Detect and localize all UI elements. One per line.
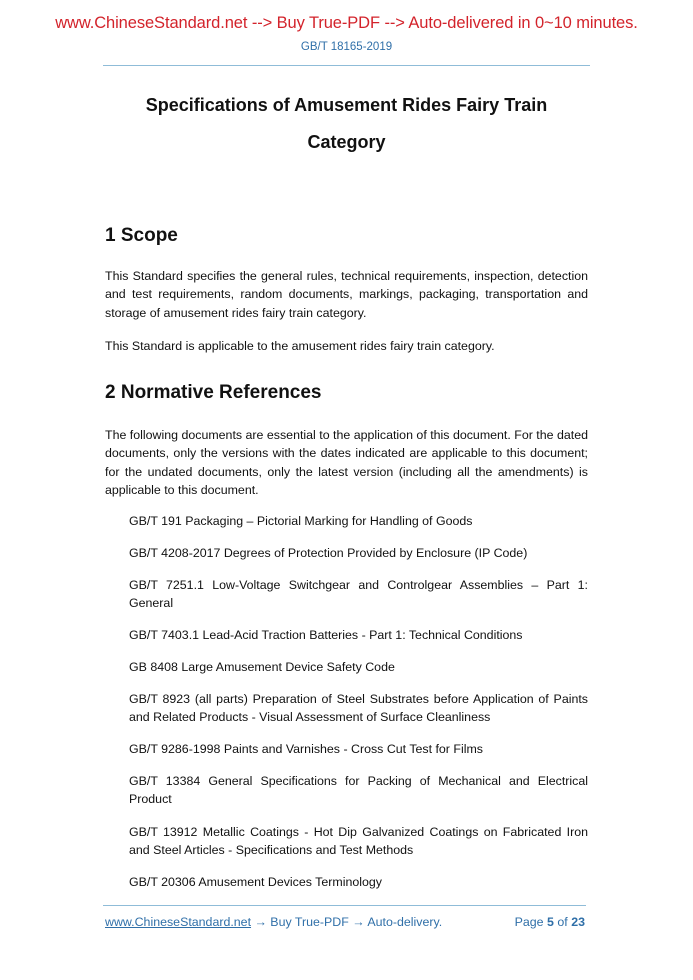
normative-intro-paragraph: The following documents are essential to the application of this document. For the dated documents, only the versions with the dates indicated are applicable to this document; for the undated documents, only the latest version (including all the amendments) is applicable to this document. <box>105 428 588 498</box>
footer-trail-text: → Buy True-PDF → Auto-delivery. <box>251 915 443 929</box>
reference-item: GB/T 9286-1998 Paints and Varnishes - Cross Cut Test for Films <box>129 742 483 756</box>
reference-item: GB/T 13384 General Specifications for Packing of Mechanical and Electrical Product <box>129 774 588 807</box>
header-divider <box>103 65 590 66</box>
reference-item: GB/T 20306 Amusement Devices Terminology <box>129 875 382 889</box>
reference-item: GB/T 7251.1 Low-Voltage Switchgear and Controlgear Assemblies – Part 1: General <box>129 578 588 611</box>
reference-item: GB/T 4208-2017 Degrees of Protection Provided by Enclosure (IP Code) <box>129 546 528 560</box>
promo-banner[interactable]: www.ChineseStandard.net --> Buy True-PDF --> Auto-delivered in 0~10 minutes. <box>55 14 638 32</box>
page-of-label: of <box>557 915 568 929</box>
reference-item: GB/T 13912 Metallic Coatings - Hot Dip Galvanized Coatings on Fabricated Iron and Steel Articles - Specifications and Test Methods <box>129 825 588 858</box>
reference-item: GB/T 8923 (all parts) Preparation of Steel Substrates before Application of Paints and Related Products - Visual Assessment of Surface Cleanliness <box>129 692 588 725</box>
standard-code: GB/T 18165-2019 <box>300 41 393 53</box>
footer-divider <box>103 905 586 906</box>
page-indicator <box>515 915 585 929</box>
document-title-line1: Specifications of Amusement Rides Fairy Train <box>145 95 548 115</box>
scope-paragraph-2: This Standard is applicable to the amusement rides fairy train category. <box>105 339 495 353</box>
page-label: Page <box>514 915 544 929</box>
document-title-line2: Category <box>307 132 386 152</box>
page-total: 23 <box>571 915 585 929</box>
chinesestandard-link[interactable]: www.ChineseStandard.net <box>105 915 252 929</box>
section-heading-normative-references: 2 Normative References <box>105 382 322 403</box>
page-footer <box>105 915 585 929</box>
section-heading-scope: 1 Scope <box>105 225 178 246</box>
reference-item: GB/T 191 Packaging – Pictorial Marking for Handling of Goods <box>129 514 473 528</box>
page-current: 5 <box>547 915 554 929</box>
reference-item: GB/T 7403.1 Lead-Acid Traction Batteries - Part 1: Technical Conditions <box>129 628 523 642</box>
reference-item: GB 8408 Large Amusement Device Safety Code <box>129 660 395 674</box>
scope-paragraph-1: This Standard specifies the general rules, technical requirements, inspection, detection and test requirements, random documents, markings, packaging, transportation and storage of amusement rides fairy train category. <box>105 269 588 320</box>
